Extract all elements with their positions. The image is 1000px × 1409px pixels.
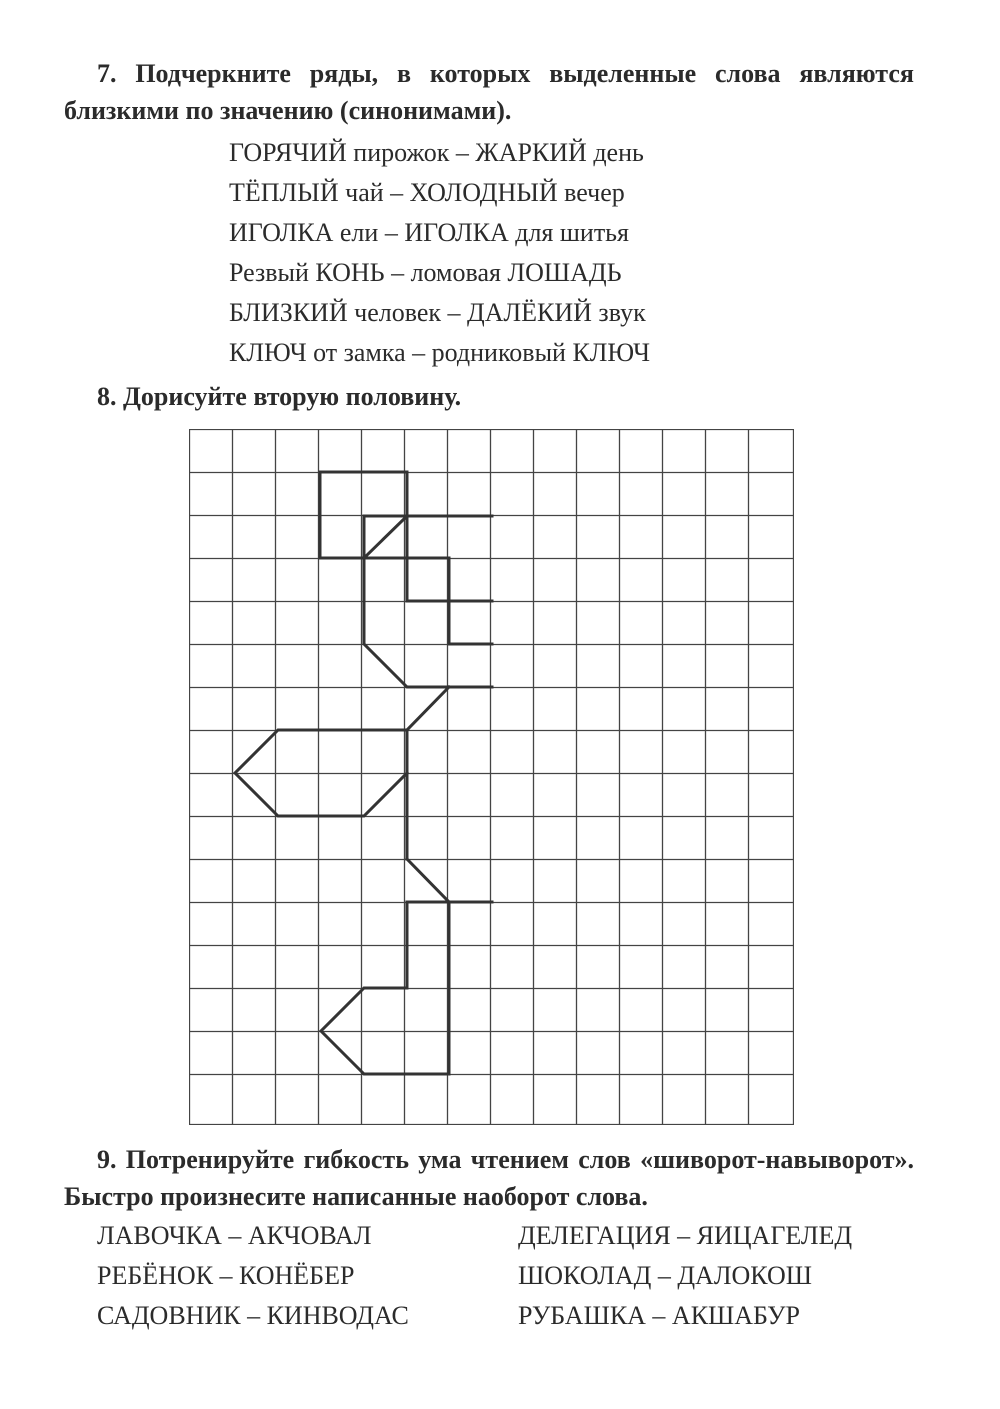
figure-waist-diagonal <box>407 859 449 902</box>
word-pair-5[interactable]: БЛИЗКИЙ человек – ДАЛЁКИЙ звук <box>229 298 646 327</box>
figure-eye-box <box>407 558 449 601</box>
grid-lines <box>189 429 794 1125</box>
drawing-grid[interactable] <box>189 429 794 1125</box>
reversed-word-pair-6: РУБАШКА – АКШАБУР <box>518 1301 800 1330</box>
reversed-word-pair-1: ЛАВОЧКА – АКЧОВАЛ <box>97 1221 372 1250</box>
figure-eye-stem <box>449 601 492 644</box>
word-pair-3[interactable]: ИГОЛКА ели – ИГОЛКА для шитья <box>229 218 629 247</box>
figure-brow-diagonal <box>364 516 407 558</box>
word-pair-6[interactable]: КЛЮЧ от замка – родниковый КЛЮЧ <box>229 338 651 367</box>
figure-neck-diagonal <box>407 687 449 730</box>
reversed-word-pair-4: ДЕЛЕГАЦИЯ – ЯИЦАГЕЛЕД <box>518 1221 853 1250</box>
reversed-words-right-column <box>518 1216 852 1336</box>
task-9-heading: 9. Потренируйте гибкость ума чтением слов «шиворот-навыворот». Быстро произнесите написанные наоборот слова. <box>64 1145 914 1211</box>
word-pair-4[interactable]: Резвый КОНЬ – ломовая ЛОШАДЬ <box>229 258 622 287</box>
word-pair-1[interactable]: ГОРЯЧИЙ пирожок – ЖАРКИЙ день <box>229 138 644 167</box>
word-pair-2[interactable]: ТЁПЛЫЙ чай – ХОЛОДНЫЙ вечер <box>229 178 625 207</box>
reversed-word-pair-5: ШОКОЛАД – ДАЛОКОШ <box>518 1261 812 1290</box>
task-7-heading: 7. Подчеркните ряды, в которых выделенные слова являются близкими по значению (синонимами). <box>64 59 914 125</box>
reversed-word-pair-3: САДОВНИК – КИНВОДАС <box>97 1301 409 1330</box>
reversed-word-pair-2: РЕБЁНОК – КОНЁБЕР <box>97 1261 355 1290</box>
synonym-pairs-list <box>229 133 650 373</box>
task-8-heading: 8. Дорисуйте вторую половину. <box>97 382 462 411</box>
reversed-words-left-column <box>97 1216 409 1336</box>
